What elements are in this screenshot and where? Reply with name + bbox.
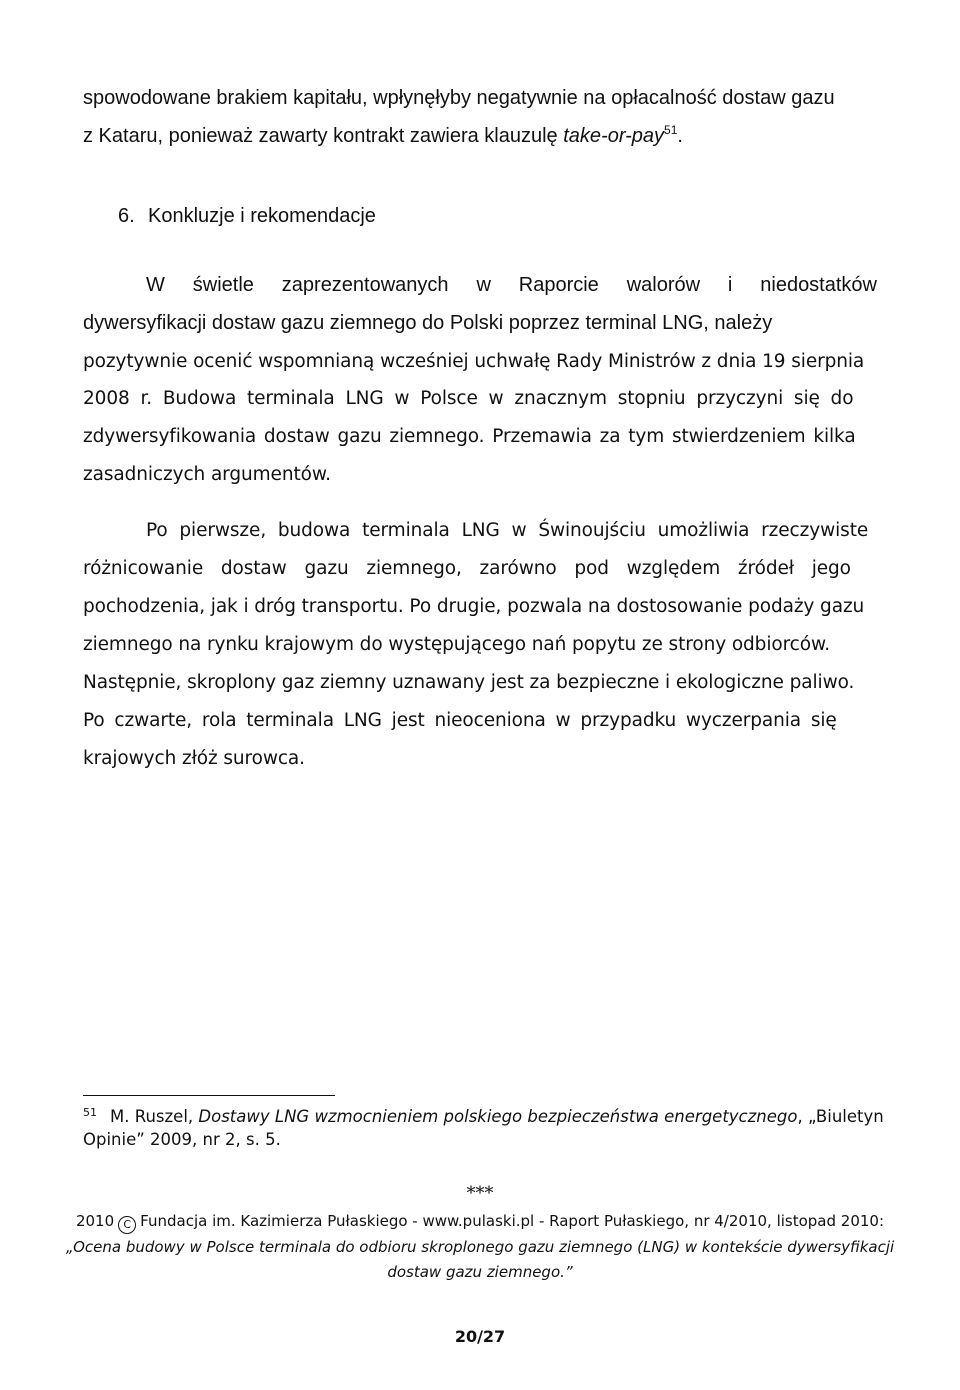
text-line bbox=[83, 595, 864, 619]
text-line bbox=[83, 425, 856, 449]
text-line-content: pochodzenia, jak i dróg transportu. Po drugie, pozwala na dostosowanie podaży gazu bbox=[83, 596, 865, 617]
word: walorów bbox=[626, 274, 701, 296]
word: Raporcie bbox=[518, 274, 599, 296]
text-line-content: krajowych złóż surowca. bbox=[83, 748, 305, 769]
footer-line-2: „Ocena budowy w Polsce terminala do odbioru skroplonego gazu ziemnego (LNG) w kontekście dywersyfikacji bbox=[65, 1238, 895, 1256]
text-line-content: 2008 r. Budowa terminala LNG w Polsce w znacznym stopniu przyczyni się do bbox=[83, 388, 854, 409]
text-line bbox=[83, 350, 864, 374]
word: świetle bbox=[192, 274, 254, 296]
text-line-content: z Kataru, ponieważ zawarty kontrakt zawiera klauzulę bbox=[83, 125, 564, 147]
section-title: Konkluzje i rekomendacje bbox=[148, 205, 376, 227]
text-line bbox=[83, 387, 853, 411]
text-line-content: zasadniczych argumentów. bbox=[83, 464, 331, 485]
word: w bbox=[476, 274, 491, 296]
text-line-content: pozytywnie ocenić wspomnianą wcześniej uchwałę Rady Ministrów z dnia 19 sierpnia bbox=[83, 351, 865, 372]
text-line-justified bbox=[146, 273, 877, 297]
text-line bbox=[146, 519, 868, 543]
footnote-continuation bbox=[83, 1129, 281, 1151]
text-line-content: Po pierwsze, budowa terminala LNG w Świnoujściu umożliwia rzeczywiste bbox=[146, 520, 869, 541]
text-line bbox=[83, 86, 835, 110]
text-line bbox=[83, 557, 851, 581]
text-line-content: Po czwarte, rola terminala LNG jest nieoceniona w przypadku wyczerpania się bbox=[83, 710, 837, 731]
text-line-content: ziemnego na rynku krajowym do występującego nań popytu ze strony odbiorców. bbox=[83, 634, 831, 655]
footnote-title: Dostawy LNG wzmocnieniem polskiego bezpieczeństwa energetycznego bbox=[198, 1107, 798, 1126]
footer-line-1 bbox=[0, 1211, 960, 1234]
text-line-content: różnicowanie dostaw gazu ziemnego, zarówno pod względem źródeł jego bbox=[83, 558, 851, 579]
word: i bbox=[727, 274, 733, 296]
section-number: 6. bbox=[118, 205, 135, 227]
footer-source: Fundacja im. Kazimierza Pułaskiego - www.pulaski.pl - Raport Pułaskiego, nr 4/2010, listopad 2010: bbox=[140, 1212, 885, 1230]
text-line bbox=[83, 124, 683, 150]
term-italic: take-or-pay bbox=[563, 125, 665, 147]
page-number: 20/27 bbox=[454, 1327, 506, 1346]
footnote-separator bbox=[83, 1095, 335, 1096]
text-line bbox=[83, 671, 854, 695]
section-heading bbox=[118, 204, 376, 228]
footnote-author: M. Ruszel, bbox=[110, 1107, 199, 1126]
word: zaprezentowanych bbox=[281, 274, 449, 296]
text-line-content: zdywersyfikowania dostaw gazu ziemnego. Przemawia za tym stwierdzeniem kilka bbox=[83, 426, 856, 447]
word: W bbox=[146, 274, 165, 296]
footer-line-3: dostaw gazu ziemnego.” bbox=[387, 1263, 573, 1281]
sentence-end: . bbox=[677, 125, 683, 147]
text-line-content: Następnie, skroplony gaz ziemny uznawany jest za bezpieczne i ekologiczne paliwo. bbox=[83, 672, 855, 693]
footnote bbox=[83, 1106, 884, 1130]
text-line bbox=[83, 311, 772, 335]
copyright-icon: C bbox=[118, 1216, 136, 1234]
text-line bbox=[83, 747, 305, 771]
footer-separator-stars: *** bbox=[466, 1183, 494, 1204]
text-line bbox=[83, 463, 331, 487]
footnote-number: 51 bbox=[83, 1106, 97, 1119]
footer-year: 2010 bbox=[75, 1212, 115, 1230]
footnote-reference[interactable]: 51 bbox=[664, 123, 678, 137]
text-line bbox=[83, 709, 837, 733]
text-line-content: spowodowane brakiem kapitału, wpłynęłyby negatywnie na opłacalność dostaw gazu bbox=[83, 87, 835, 109]
text-line-content: dywersyfikacji dostaw gazu ziemnego do Polski poprzez terminal LNG, należy bbox=[83, 312, 773, 334]
footnote-line2: Opinie” 2009, nr 2, s. 5. bbox=[83, 1130, 281, 1149]
word: niedostatków bbox=[760, 274, 877, 296]
footnote-source: , „Biuletyn bbox=[797, 1107, 884, 1126]
text-line bbox=[83, 633, 830, 657]
